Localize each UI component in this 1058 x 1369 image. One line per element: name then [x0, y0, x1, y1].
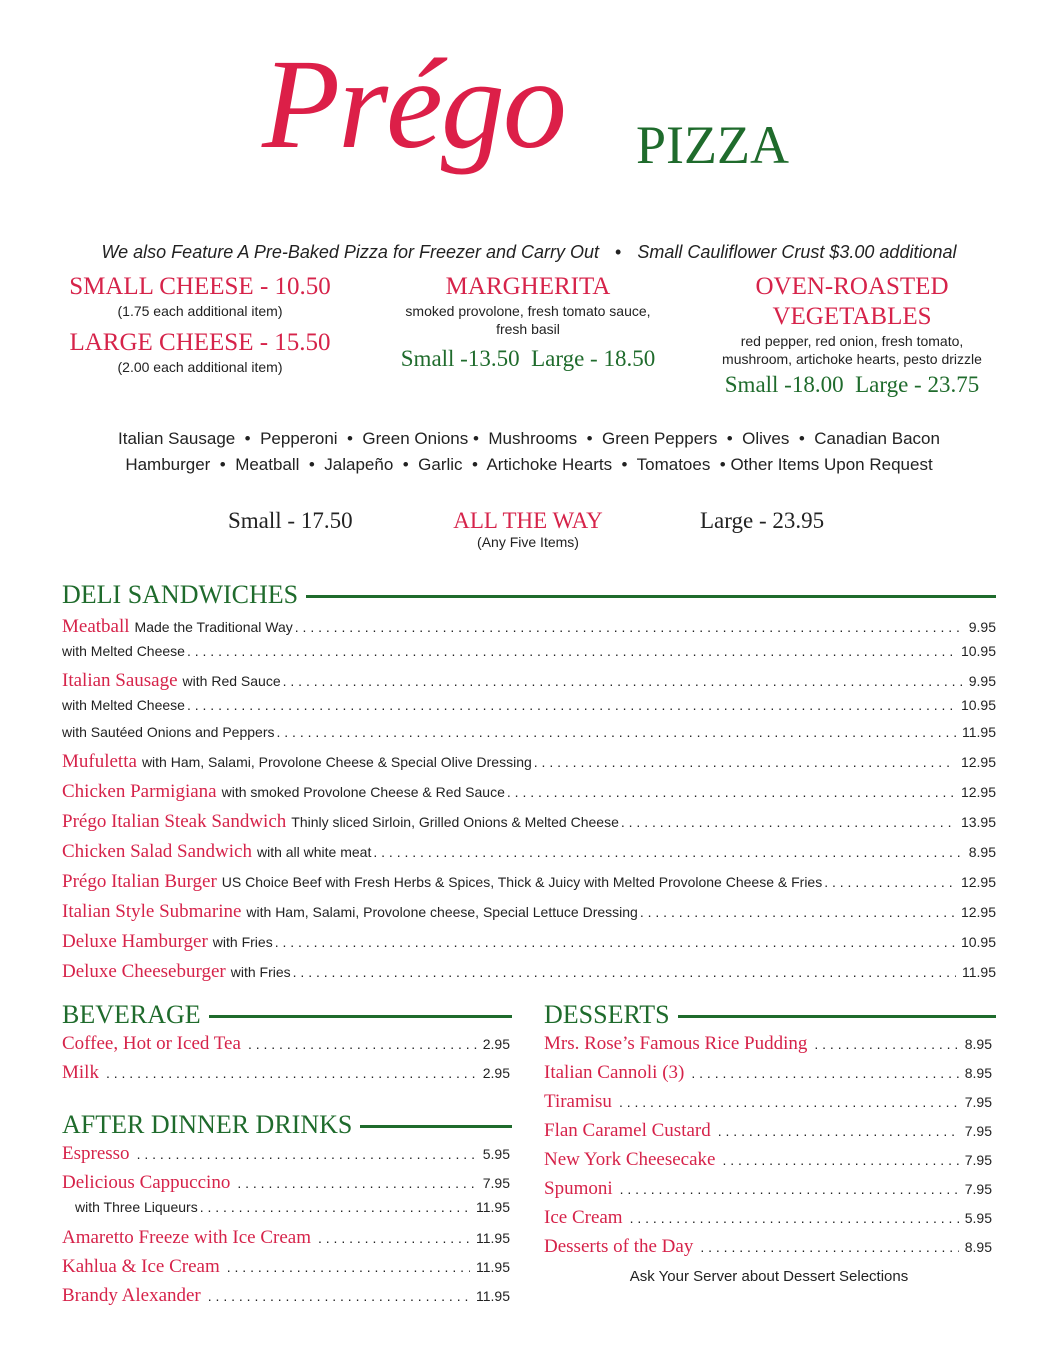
- menu-item: [544, 1149, 992, 1178]
- menu-item-name: Ice Cream: [544, 1207, 623, 1228]
- dot-leader: [295, 619, 963, 635]
- menu-item: [544, 1033, 992, 1062]
- oven-roasted-price: Small -18.00 Large - 23.75: [724, 372, 980, 397]
- menu-item-price: 11.95: [962, 724, 996, 740]
- margherita-desc-1: smoked provolone, fresh tomato sauce,: [405, 303, 651, 319]
- menu-item-price: 11.95: [476, 1259, 510, 1275]
- menu-item: [62, 811, 996, 841]
- desserts-header: [544, 1000, 996, 1030]
- menu-item-name: Kahlua & Ice Cream: [62, 1256, 220, 1277]
- menu-item: [62, 1143, 510, 1172]
- small-cheese-note: (1.75 each additional item): [117, 303, 283, 319]
- all-the-way-title: ALL THE WAY: [453, 508, 603, 533]
- menu-item: [62, 643, 996, 670]
- dot-leader: [106, 1065, 477, 1081]
- menu-item-description: Thinly sliced Sirloin, Grilled Onions & Melted Cheese: [291, 814, 619, 830]
- margherita-column: [368, 272, 688, 374]
- dot-leader: [722, 1152, 958, 1168]
- menu-item: [62, 1033, 510, 1062]
- menu-item: [544, 1236, 992, 1265]
- dot-leader: [208, 1288, 470, 1304]
- dot-leader: [620, 1181, 959, 1197]
- dot-leader: [248, 1036, 477, 1052]
- tagline-bullet: •: [615, 242, 622, 262]
- menu-item-description: with Fries: [230, 964, 291, 980]
- dot-leader: [137, 1146, 477, 1162]
- menu-item-price: 10.95: [960, 934, 996, 950]
- dot-leader: [187, 643, 955, 659]
- all-the-way-block: [408, 508, 648, 550]
- desserts-list: [544, 1033, 992, 1265]
- dot-leader: [619, 1094, 959, 1110]
- section-divider: [209, 1015, 512, 1018]
- menu-item-name: Prégo Italian Steak Sandwich: [62, 811, 287, 832]
- menu-item-name: Flan Caramel Custard: [544, 1120, 711, 1141]
- toppings-list: [0, 426, 1058, 478]
- menu-item-name: Amaretto Freeze with Ice Cream: [62, 1227, 311, 1248]
- beverage-header: [62, 1000, 512, 1030]
- pizza-heading: PIZZA: [636, 115, 789, 175]
- menu-item-price: 2.95: [482, 1065, 510, 1081]
- menu-item-name: Coffee, Hot or Iced Tea: [62, 1033, 241, 1054]
- dot-leader: [507, 784, 955, 800]
- menu-item-price: 12.95: [960, 874, 996, 890]
- oven-roasted-title-1: OVEN-ROASTED: [755, 273, 949, 300]
- menu-item-price: 10.95: [960, 697, 996, 713]
- beverage-title: BEVERAGE: [62, 1000, 201, 1029]
- menu-item-name: Espresso: [62, 1143, 130, 1164]
- menu-item-description: with Sautéed Onions and Peppers: [62, 724, 275, 740]
- menu-item: [62, 781, 996, 811]
- menu-item-name: Tiramisu: [544, 1091, 612, 1112]
- menu-item: [62, 1227, 510, 1256]
- dot-leader: [691, 1065, 958, 1081]
- menu-item-price: 11.95: [476, 1230, 510, 1246]
- dot-leader: [237, 1175, 476, 1191]
- menu-item-price: 7.95: [964, 1152, 992, 1168]
- menu-item-price: 9.95: [968, 673, 996, 689]
- menu-item-price: 7.95: [964, 1123, 992, 1139]
- margherita-price: Small -13.50 Large - 18.50: [400, 346, 656, 371]
- menu-item-name: Mrs. Rose’s Famous Rice Pudding: [544, 1033, 808, 1054]
- margherita-desc-2: fresh basil: [496, 321, 560, 337]
- after-dinner-drinks-header: [62, 1110, 512, 1140]
- menu-item-name: Desserts of the Day: [544, 1236, 694, 1257]
- menu-item-price: 7.95: [964, 1094, 992, 1110]
- oven-roasted-title-2: VEGETABLES: [772, 303, 932, 330]
- menu-item-name: Italian Style Submarine: [62, 901, 242, 922]
- dot-leader: [227, 1259, 470, 1275]
- menu-item: [544, 1120, 992, 1149]
- menu-item-price: 8.95: [968, 844, 996, 860]
- menu-item-name: Brandy Alexander: [62, 1285, 201, 1306]
- all-the-way-small-price: Small - 17.50: [228, 508, 353, 533]
- menu-item: [62, 670, 996, 697]
- menu-item: [62, 1062, 510, 1091]
- menu-item-name: Meatball: [62, 616, 130, 637]
- menu-item-price: 11.95: [476, 1199, 510, 1215]
- menu-item-price: 8.95: [964, 1239, 992, 1255]
- menu-item-price: 10.95: [960, 643, 996, 659]
- menu-item-price: 13.95: [960, 814, 996, 830]
- menu-item: [62, 961, 996, 991]
- menu-item-description: US Choice Beef with Fresh Herbs & Spices, Thick & Juicy with Melted Provolone Cheese & Fries: [221, 874, 823, 890]
- dot-leader: [814, 1036, 958, 1052]
- menu-item-description: with smoked Provolone Cheese & Red Sauce: [221, 784, 505, 800]
- menu-item-name: Mufuletta: [62, 751, 137, 772]
- deli-sandwiches-title: DELI SANDWICHES: [62, 580, 299, 609]
- menu-item: [62, 1172, 510, 1199]
- all-the-way-subtitle: (Any Five Items): [477, 534, 579, 550]
- menu-item-name: Deluxe Hamburger: [62, 931, 208, 952]
- dot-leader: [534, 754, 955, 770]
- menu-item-name: Milk: [62, 1062, 99, 1083]
- menu-item-description: with Ham, Salami, Provolone cheese, Special Lettuce Dressing: [246, 904, 638, 920]
- menu-item: [62, 901, 996, 931]
- menu-item-name: Italian Cannoli (3): [544, 1062, 685, 1083]
- brand-logo: Prégo: [262, 33, 565, 175]
- margherita-title: MARGHERITA: [445, 273, 611, 300]
- oven-roasted-desc-1: red pepper, red onion, fresh tomato,: [740, 333, 964, 349]
- menu-item-description: with Ham, Salami, Provolone Cheese & Special Olive Dressing: [141, 754, 532, 770]
- menu-item: [62, 724, 996, 751]
- menu-item-price: 9.95: [968, 619, 996, 635]
- menu-item-price: 7.95: [482, 1175, 510, 1191]
- menu-item-price: 12.95: [960, 754, 996, 770]
- beverage-list: [62, 1033, 510, 1091]
- dot-leader: [276, 724, 956, 740]
- menu-item-price: 11.95: [476, 1288, 510, 1304]
- menu-item: [544, 1091, 992, 1120]
- menu-item-price: 12.95: [960, 904, 996, 920]
- dot-leader: [275, 934, 955, 950]
- menu-item-description: Made the Traditional Way: [134, 619, 293, 635]
- dot-leader: [630, 1210, 959, 1226]
- menu-item-price: 11.95: [962, 964, 996, 980]
- tagline-cauliflower: Small Cauliflower Crust $3.00 additional: [637, 242, 957, 262]
- dot-leader: [318, 1230, 470, 1246]
- cheese-pizza-column: [40, 272, 360, 376]
- menu-item-description: with Three Liqueurs: [75, 1199, 198, 1215]
- dot-leader: [293, 964, 956, 980]
- menu-item: [544, 1062, 992, 1091]
- menu-item: [62, 616, 996, 643]
- menu-item-description: with Melted Cheese: [62, 643, 185, 659]
- dessert-note: Ask Your Server about Dessert Selections: [629, 1268, 909, 1285]
- menu-item: [62, 697, 996, 724]
- menu-item: [544, 1207, 992, 1236]
- after-dinner-drinks-title: AFTER DINNER DRINKS: [62, 1110, 353, 1139]
- dot-leader: [718, 1123, 959, 1139]
- deli-sandwiches-list: [62, 616, 996, 991]
- all-the-way-large-price: Large - 23.95: [700, 508, 825, 533]
- dot-leader: [824, 874, 955, 890]
- section-divider: [306, 595, 996, 598]
- oven-roasted-column: [696, 272, 1008, 400]
- section-divider: [678, 1015, 996, 1018]
- menu-item-description: with Fries: [212, 934, 273, 950]
- menu-item-price: 8.95: [964, 1065, 992, 1081]
- menu-item: [62, 931, 996, 961]
- toppings-line-2: Hamburger • Meatball • Jalapeño • Garlic • Artichoke Hearts • Tomatoes • Other Items Upon Request: [125, 455, 933, 474]
- menu-item-name: Delicious Cappuccino: [62, 1172, 231, 1193]
- large-cheese-note: (2.00 each additional item): [117, 359, 283, 375]
- tagline: [0, 242, 1058, 263]
- menu-item-description: with Melted Cheese: [62, 697, 185, 713]
- dot-leader: [640, 904, 955, 920]
- section-divider: [360, 1125, 512, 1128]
- menu-item-price: 7.95: [964, 1181, 992, 1197]
- menu-item-price: 8.95: [964, 1036, 992, 1052]
- dot-leader: [373, 844, 962, 860]
- desserts-title: DESSERTS: [544, 1000, 670, 1029]
- menu-item-price: 12.95: [960, 784, 996, 800]
- menu-item-price: 5.95: [964, 1210, 992, 1226]
- small-cheese-title: SMALL CHEESE - 10.50: [69, 273, 331, 300]
- menu-item: [62, 841, 996, 871]
- menu-item-name: Chicken Parmigiana: [62, 781, 217, 802]
- menu-item: [62, 1285, 510, 1314]
- menu-item-description: with all white meat: [256, 844, 372, 860]
- menu-item: [62, 1199, 510, 1227]
- menu-item-name: New York Cheesecake: [544, 1149, 716, 1170]
- menu-item-price: 5.95: [482, 1146, 510, 1162]
- dot-leader: [200, 1199, 470, 1215]
- oven-roasted-desc-2: mushroom, artichoke hearts, pesto drizzle: [722, 351, 982, 367]
- menu-item-description: with Red Sauce: [182, 673, 281, 689]
- after-dinner-drinks-list: [62, 1143, 510, 1314]
- menu-item: [62, 751, 996, 781]
- menu-item-name: Spumoni: [544, 1178, 613, 1199]
- deli-sandwiches-header: [62, 580, 996, 610]
- menu-item-price: 2.95: [482, 1036, 510, 1052]
- menu-item-name: Prégo Italian Burger: [62, 871, 217, 892]
- dot-leader: [621, 814, 955, 830]
- dot-leader: [700, 1239, 958, 1255]
- dot-leader: [187, 697, 955, 713]
- toppings-line-1: Italian Sausage • Pepperoni • Green Onions • Mushrooms • Green Peppers • Olives • Canadian Bacon: [118, 429, 940, 448]
- dot-leader: [283, 673, 963, 689]
- menu-item: [544, 1178, 992, 1207]
- menu-item-name: Italian Sausage: [62, 670, 178, 691]
- menu-item: [62, 1256, 510, 1285]
- menu-item-name: Deluxe Cheeseburger: [62, 961, 226, 982]
- menu-item: [62, 871, 996, 901]
- menu-item-name: Chicken Salad Sandwich: [62, 841, 252, 862]
- large-cheese-title: LARGE CHEESE - 15.50: [69, 329, 331, 356]
- tagline-freezer: We also Feature A Pre-Baked Pizza for Freezer and Carry Out: [101, 242, 600, 262]
